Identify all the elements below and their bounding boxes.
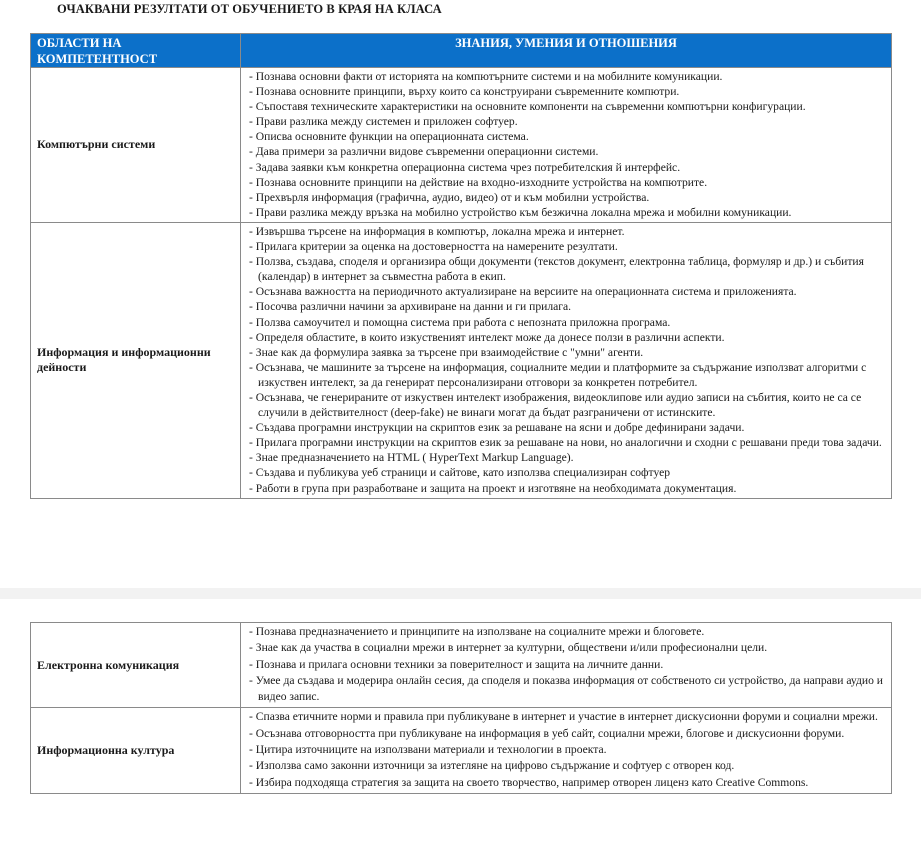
area-items-cell: [241, 708, 892, 793]
outcome-item: - Умее да създава и модерира онлайн сесия, да споделя и показва информация от собственото си устройство, да направи аудио и видео запис.: [249, 673, 887, 706]
page-break-divider: [0, 588, 921, 599]
table-row: [31, 623, 892, 708]
table-row: [31, 222, 892, 498]
outcome-item: - Знае предназначението на HTML ( HyperText Markup Language).: [249, 450, 887, 465]
table-header-row: [31, 34, 892, 68]
area-name: Информация и информационни дейности: [31, 222, 241, 498]
table-row: [31, 708, 892, 793]
outcome-item: - Прави разлика между системен и приложен софтуер.: [249, 114, 887, 129]
outcome-list: [249, 224, 887, 496]
outcome-item: - Ползва самоучител и помощна система при работа с непозната приложна програма.: [249, 315, 887, 330]
outcome-list: [249, 709, 887, 790]
outcome-item: - Знае как да формулира заявка за търсене при взаимодействие с "умни" агенти.: [249, 345, 887, 360]
outcome-item: - Извършва търсене на информация в компютър, локална мрежа и интернет.: [249, 224, 887, 239]
area-name: Информационна култура: [31, 708, 241, 793]
outcomes-table-page-1: [30, 33, 892, 499]
area-items-cell: [241, 623, 892, 708]
outcome-item: - Осъзнава, че машините за търсене на информация, социалните медии и платформите за съдържание използват алгоритми с изкуствен интелект, за да генерират персонализирани отговори за конкретен потребител.: [249, 360, 887, 390]
outcome-item: - Осъзнава важността на периодичното актуализиране на версиите на операционната система и приложенията.: [249, 284, 887, 299]
outcome-item: - Съпоставя техническите характеристики на основните компоненти на съвременни компютърни конфигурации.: [249, 99, 887, 114]
outcome-item: - Познава предназначението и принципите на използване на социалните мрежи и блоговете.: [249, 624, 887, 640]
outcome-list: [249, 69, 887, 220]
outcome-item: - Осъзнава, че генерираните от изкуствен интелект изображения, видеоклипове или аудио записи на събития, които не са се случили в действителност (deep-fake) не винаги могат да бъдат разграничени от истинските.: [249, 390, 887, 420]
outcome-item: - Задава заявки към конкретна операционна система чрез потребителския й интерфейс.: [249, 160, 887, 175]
outcome-item: - Спазва етичните норми и правила при публикуване в интернет и участие в интернет дискусионни форуми и социални мрежи.: [249, 709, 887, 725]
outcome-item: - Създава и публикува уеб страници и сайтове, като използва специализиран софтуер: [249, 465, 887, 480]
outcome-item: - Познава и прилага основни техники за поверителност и защита на личните данни.: [249, 657, 887, 673]
area-name: Компютърни системи: [31, 68, 241, 223]
outcome-item: - Ползва, създава, споделя и организира общи документи (текстов документ, електронна таблица, формуляр и др.) и събития (календар) в интернет за съвместна работа в екип.: [249, 254, 887, 284]
outcome-item: - Създава програмни инструкции на скриптов език за решаване на ясни и добре дефинирани задачи.: [249, 420, 887, 435]
outcome-item: - Посочва различни начини за архивиране на данни и ги прилага.: [249, 299, 887, 314]
area-items-cell: [241, 222, 892, 498]
outcome-item: - Познава основните принципи на действие на входно-изходните устройства на компютрите.: [249, 175, 887, 190]
area-name: Електронна комуникация: [31, 623, 241, 708]
page-title: ОЧАКВАНИ РЕЗУЛТАТИ ОТ ОБУЧЕНИЕТО В КРАЯ НА КЛАСА: [57, 2, 442, 16]
outcome-item: - Цитира източниците на използвани материали и технологии в проекта.: [249, 742, 887, 758]
outcome-item: - Прави разлика между връзка на мобилно устройство към безжична локална мрежа и мобилни комуникации.: [249, 205, 887, 220]
outcomes-table-page-2: [30, 622, 892, 794]
outcome-item: - Избира подходяща стратегия за защита на своето творчество, например отворен лиценз като Creative Commons.: [249, 775, 887, 791]
outcome-item: - Осъзнава отговорността при публикуване на информация в уеб сайт, социални мрежи, блогове и дискусионни форуми.: [249, 726, 887, 742]
outcome-item: - Прилага програмни инструкции на скриптов език за решаване на нови, но аналогични и сходни с решавани преди това задачи.: [249, 435, 887, 450]
outcome-item: - Знае как да участва в социални мрежи в интернет за културни, обществени и/или професионални цели.: [249, 640, 887, 656]
area-items-cell: [241, 68, 892, 223]
outcome-item: - Описва основните функции на операционната система.: [249, 129, 887, 144]
outcome-item: - Прилага критерии за оценка на достоверността на намерените резултати.: [249, 239, 887, 254]
outcome-item: - Използва само законни източници за изтегляне на цифрово съдържание и софтуер с отворен код.: [249, 758, 887, 774]
header-knowledge-skills: ЗНАНИЯ, УМЕНИЯ И ОТНОШЕНИЯ: [241, 34, 892, 68]
outcome-item: - Работи в група при разработване и защита на проект и изготвяне на необходимата документация.: [249, 481, 887, 496]
outcome-item: - Познава основните принципи, върху които са конструирани съвременните компютри.: [249, 84, 887, 99]
outcome-item: - Познава основни факти от историята на компютърните системи и на мобилните комуникации.: [249, 69, 887, 84]
outcome-list: [249, 624, 887, 705]
header-areas-of-competence: ОБЛАСТИ НА КОМПЕТЕНТНОСТ: [31, 34, 241, 68]
outcome-item: - Прехвърля информация (графична, аудио, видео) от и към мобилни устройства.: [249, 190, 887, 205]
outcome-item: - Дава примери за различни видове съвременни операционни системи.: [249, 144, 887, 159]
table-row: [31, 68, 892, 223]
outcome-item: - Определя областите, в които изкуственият интелект може да донесе ползи в различни аспекти.: [249, 330, 887, 345]
